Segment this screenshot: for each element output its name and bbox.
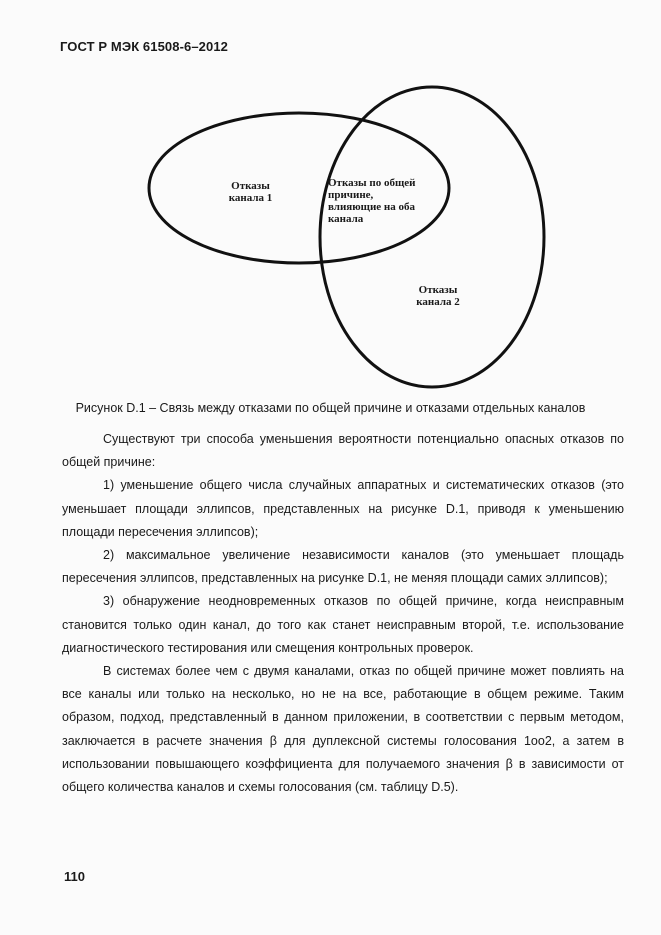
paragraph: 2) максимальное увеличение независимости каналов (это уменьшает площадь пересечения эллипсов, представленных на рисунке D.1, не меняя площади самих эллипсов); xyxy=(62,548,624,586)
figure-caption: Рисунок D.1 – Связь между отказами по общей причине и отказами отдельных каналов xyxy=(75,401,586,415)
paragraph: Существуют три способа уменьшения вероятности потенциально опасных отказов по общей причине: xyxy=(62,432,624,470)
venn-diagram-figure xyxy=(0,0,661,400)
paragraph: 1) уменьшение общего числа случайных аппаратных и систематических отказов (это уменьшает площади эллипсов, представленных на рисунке D.1, приводя к уменьшению площади пересечения эллипсов); xyxy=(62,478,624,539)
page-number: 110 xyxy=(64,869,85,884)
body-text xyxy=(62,428,624,799)
paragraph: 3) обнаружение неодновременных отказов по общей причине, когда неисправным становится только один канал, до того как станет неисправным второй, т.е. использование диагностического тестирования или смещения контрольных проверок. xyxy=(62,594,624,655)
channel-1-label: Отказы канала 1 xyxy=(228,180,273,204)
channel-2-label: Отказы канала 2 xyxy=(416,284,460,308)
paragraph: В системах более чем с двумя каналами, отказ по общей причине может повлиять на все каналы или только на несколько, но не на все, работающие в общем режиме. Таким образом, подход, представленный в данном приложении, в соответствии с первым методом, заключается в расчете значения β для дуплексной системы голосования 1оо2, а затем в использовании повышающего коэффициента для получаемого значения β в зависимости от общего количества каналов и схемы голосования (см. таблицу D.5). xyxy=(62,664,624,795)
channel-2-ellipse xyxy=(320,87,544,387)
common-cause-label: Отказы по общей причине, влияющие на оба канала xyxy=(328,177,416,225)
document-header: ГОСТ Р МЭК 61508-6–2012 xyxy=(60,39,228,54)
